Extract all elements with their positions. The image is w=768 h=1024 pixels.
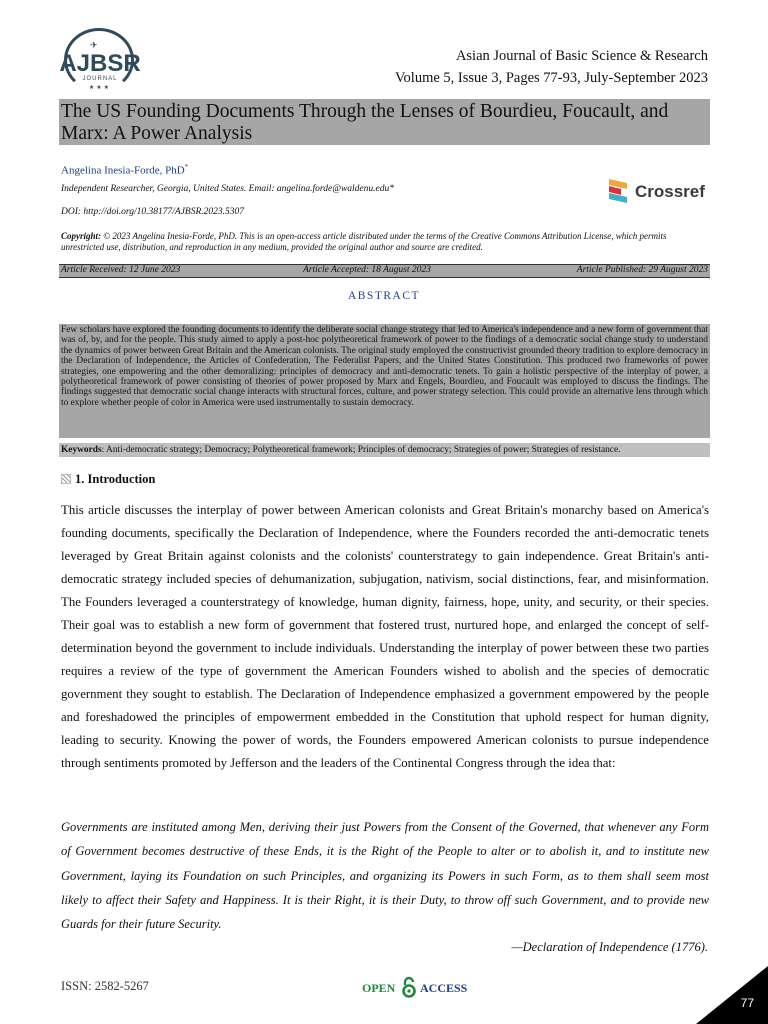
- quote-source: —Declaration of Independence (1776).: [511, 940, 708, 954]
- page-corner: [696, 966, 768, 1024]
- crossref-label: Crossref: [635, 182, 705, 201]
- issn: ISSN: 2582-5267: [61, 979, 149, 993]
- access-label: ACCESS: [420, 981, 468, 995]
- abstract-heading: ABSTRACT: [347, 290, 421, 302]
- author-name-text: Angelina Inesia-Forde, PhD: [61, 164, 185, 177]
- journal-name: Asian Journal of Basic Science & Research: [455, 48, 708, 64]
- date-accepted: Article Accepted: 18 August 2023: [303, 265, 431, 275]
- doi-link[interactable]: DOI: http://doi.org/10.38177/AJBSR.2023.5307: [61, 207, 245, 217]
- crossref-badge[interactable]: [607, 175, 712, 207]
- author-mark: *: [184, 163, 189, 171]
- abstract-text: Few scholars have explored the founding documents to identify the deliberate social change strategy that led to America's independence and a new form of government that was of, by, and for the people. This study aimed to apply a post-hoc polytheoretical framework of power to the findings of a democratic social change study to understand the dynamics of power between Great Britain and the American colonists. The original study employed the constructivist grounded theory tradition to explore democracy in the Declaration of Independence, the Articles of Confederation, The Federalist Papers, and the United States Constitution. This produced two frameworks of power strategies, one empowering and the other demoralizing: principles of democracy and anti-democratic tenets. To gain a holistic perspective of the interplay of power, a polytheoretical framework of power consisting of theories of power proposed by Marx and Engels, Bourdieu, and Foucault was employed to discuss the findings. The findings suggested that democratic social change interacts with structural forces, culture, and power strategy selection. This could provide an alternative lens through which to explore whether people of color in America were used instrumentally to sustain democracy.: [61, 325, 708, 408]
- logo-text: AJBSR: [59, 50, 141, 77]
- section-heading-introduction: [61, 472, 155, 487]
- journal-logo: [56, 28, 144, 98]
- author-name[interactable]: [61, 163, 188, 177]
- volume-info: Volume 5, Issue 3, Pages 77-93, July-September 2023: [394, 70, 708, 86]
- keywords-label: Keywords: [61, 445, 102, 455]
- section-marker-icon: [61, 474, 71, 484]
- copyright-text: © 2023 Angelina Inesia-Forde, PhD. This is an open-access article distributed under the terms of the Creative Commons Attribution License, which permits unrestricted use, distribution, and reproduction in any medium, provided the original author and source are credited.: [61, 231, 667, 252]
- keywords: [61, 444, 708, 456]
- crossref-icon: [607, 177, 629, 205]
- copyright-notice: [61, 231, 711, 252]
- article-title: The US Founding Documents Through the Lenses of Bourdieu, Foucault, and Marx: A Power Analysis: [61, 101, 669, 144]
- open-access-logo: [362, 976, 482, 1000]
- date-published: Article Published: 29 August 2023: [576, 265, 708, 275]
- copyright-label: Copyright:: [61, 231, 102, 241]
- open-lock-icon: [401, 976, 417, 998]
- block-quote: Governments are instituted among Men, deriving their just Powers from the Consent of the Governed, that whenever any Form of Government becomes destructive of these Ends, it is the Right of the People to alter or to abolish it, and to institute new Government, laying its Foundation on such Principles, and organizing its Powers in such Form, as to them shall seem most likely to affect their Safety and Happiness. It is their Right, it is their Duty, to throw off such Government, and to provide new Guards for their future Security.: [61, 820, 709, 932]
- logo-stars: ★★★: [88, 85, 112, 91]
- keywords-text: : Anti-democratic strategy; Democracy; Polytheoretical framework; Principles of democracy; Strategies of power; Strategies of resistance.: [101, 445, 621, 455]
- introduction-paragraph: This article discusses the interplay of power between American colonists and Great Britain's monarchy based on America's founding documents, specifically the Declaration of Independence, where the Founders recorded the anti-democratic tenets leveraged by Great Britain against colonists and the colonists' counterstrategy to gain independence. Great Britain's anti-democratic strategy included species of dehumanization, subjugation, nativism, social distinctions, fear, and misinformation. The Founders leveraged a counterstrategy of knowledge, human dignity, fairness, hope, unity, and security, or their species. Their goal was to establish a new form of government that fostered trust, nurtured hope, and enlarged the concept of self-determination beyond the government to include individuals. Understanding the interplay of power between these two parties requires a review of the type of government the American Founders wished to abolish and the species of democratic government they sought to establish. The Declaration of Independence emphasized a government empowered by the people and foreshadowed the principles of empowerment embedded in the Constitution that uphold respect for human dignity, leading to security. Knowing the power of words, the Founders empowered American colonists to pursue independence through sentiments promoted by Jefferson and the leaders of the Continental Congress through the idea that:: [61, 503, 709, 770]
- open-label: OPEN: [362, 981, 396, 995]
- date-received: Article Received: 12 June 2023: [61, 265, 181, 275]
- bird-icon: ✈: [90, 40, 98, 50]
- page-number: 77: [740, 996, 754, 1010]
- section-heading-text: 1. Introduction: [75, 472, 156, 486]
- logo-subtext: JOURNAL: [82, 76, 118, 82]
- affiliation: Independent Researcher, Georgia, United States. Email: angelina.forde@waldenu.edu*: [61, 184, 394, 194]
